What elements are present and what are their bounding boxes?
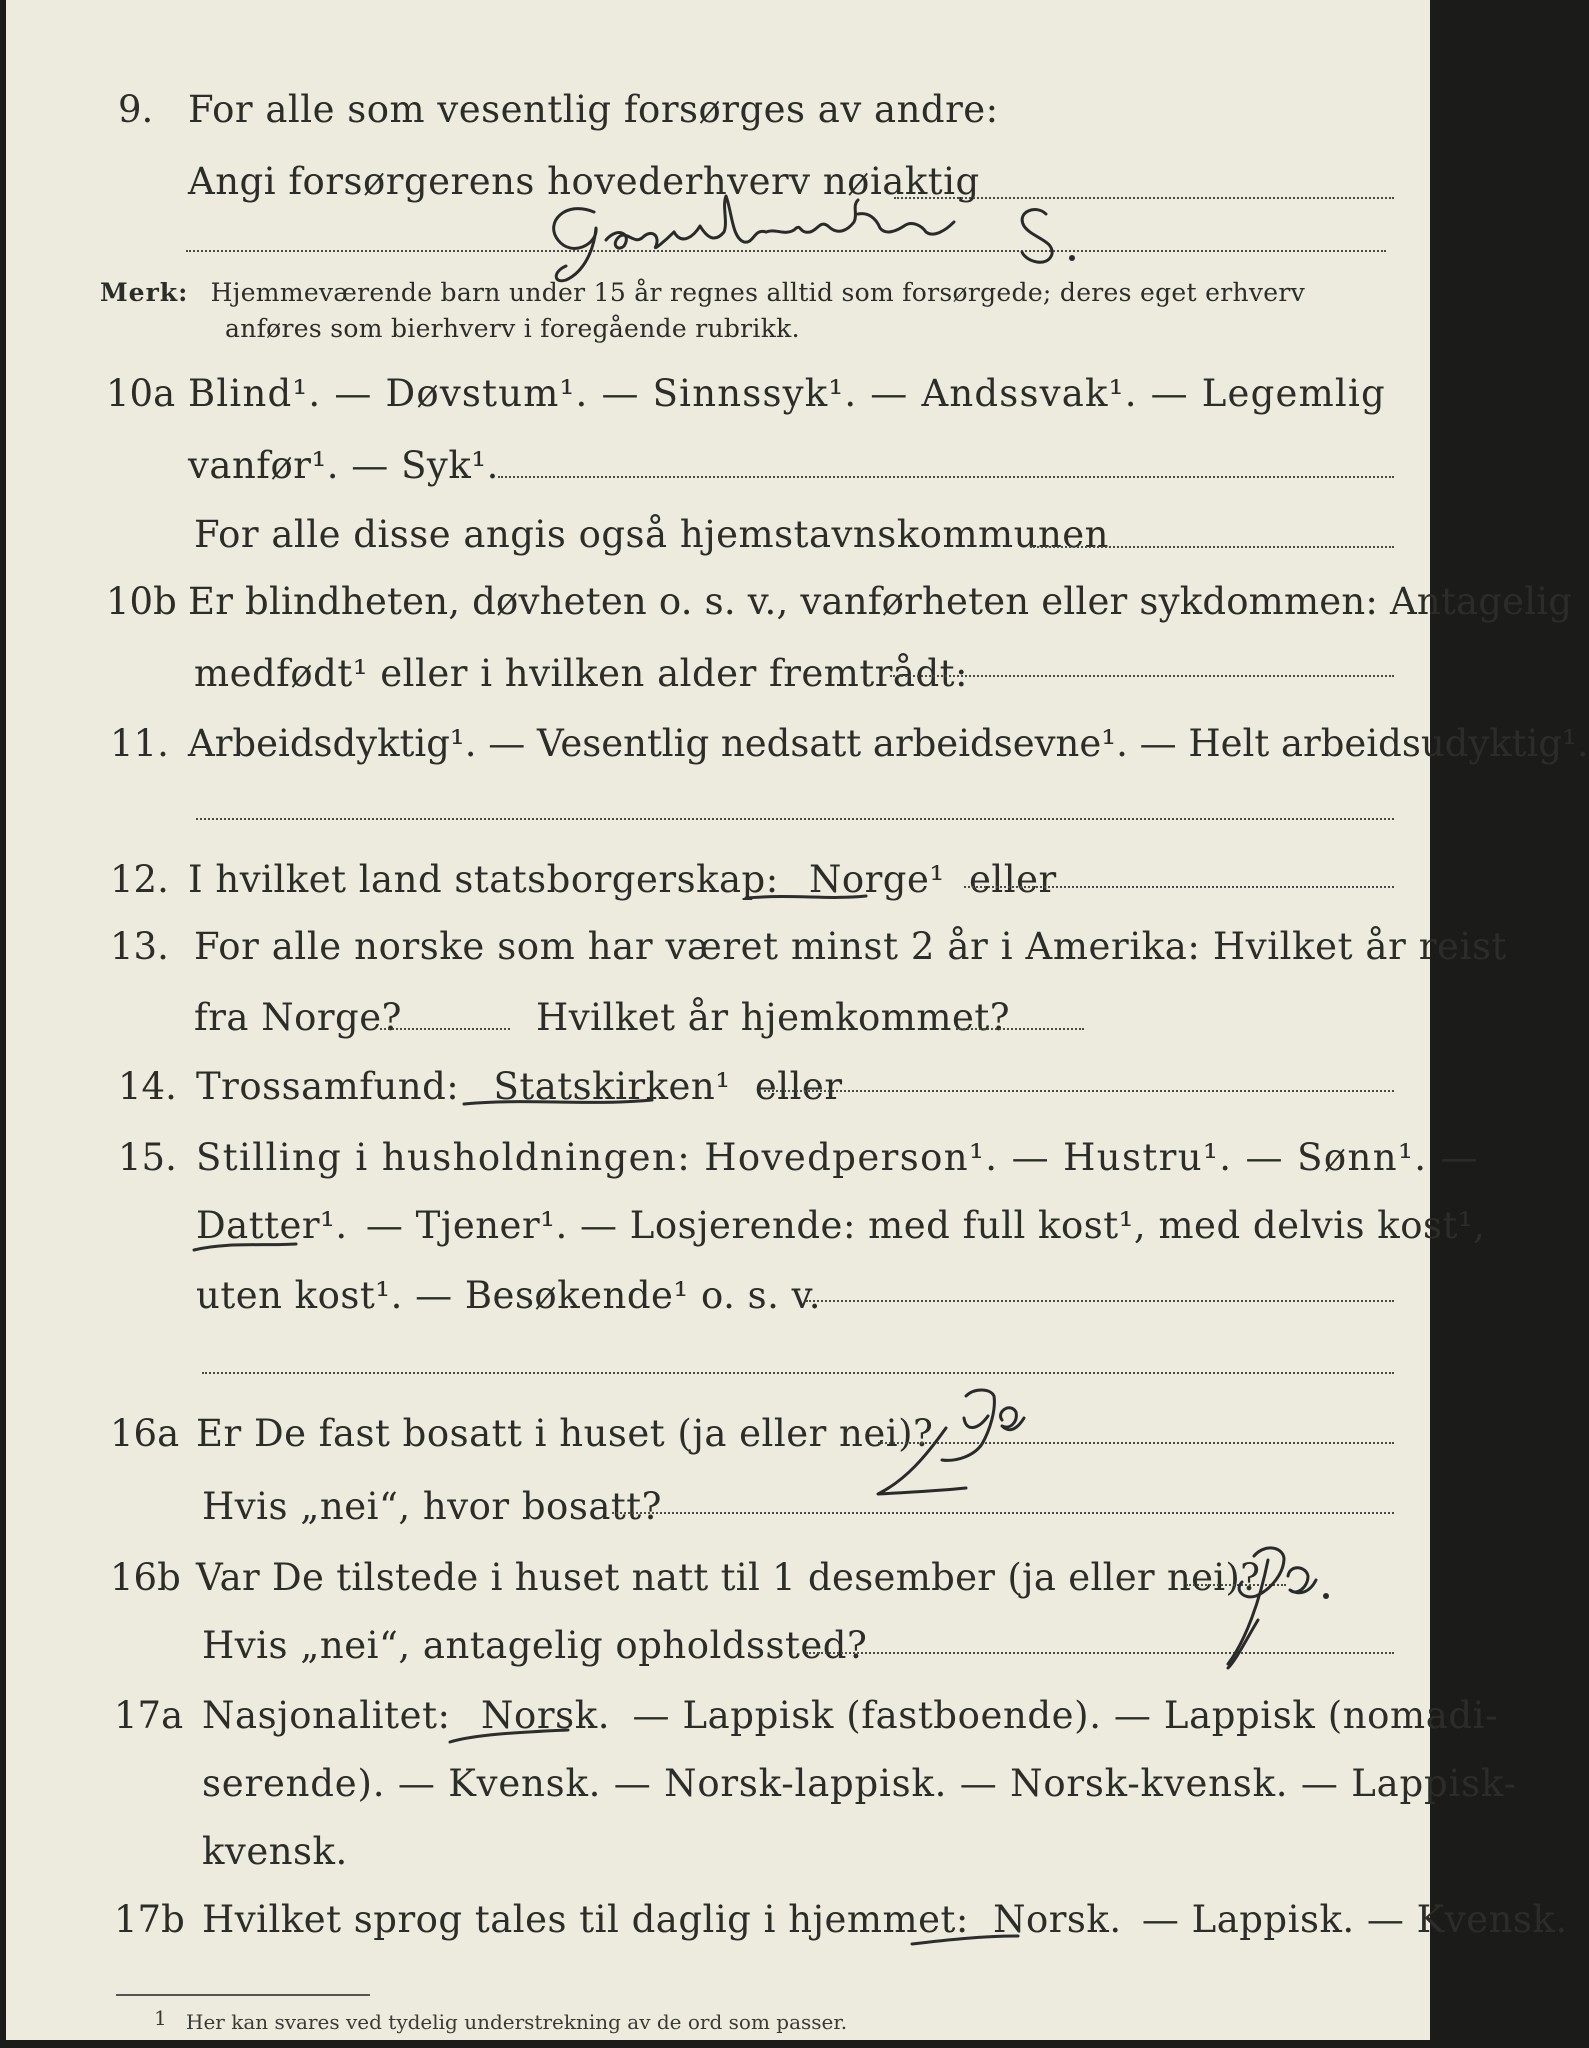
q17a-number: 17a [114, 1694, 184, 1737]
q10b-line2: medfødt¹ eller i hvilken alder fremtrådt: [194, 652, 969, 695]
q9-handwritten-answer [554, 196, 1075, 281]
q11-number: 11. [110, 722, 169, 765]
q14-statskirken-underline [464, 1100, 652, 1104]
q16b-handwritten-answer [1228, 1548, 1329, 1668]
q16a-line1: Er De fast bosatt i huset (ja eller nei)? [196, 1412, 934, 1455]
q15-datter-underline [194, 1244, 296, 1250]
q16a-number: 16a [110, 1412, 180, 1455]
merk-label: Merk: [100, 278, 189, 307]
q12-prefix: I hvilket land statsborgerskap: [188, 858, 779, 901]
q15-line2-rest: — Tjener¹. — Losjerende: med full kost¹, med delvis kost¹, [365, 1204, 1486, 1247]
q14-number: 14. [118, 1065, 177, 1108]
q16a-line2: Hvis „nei“, hvor bosatt? [202, 1485, 662, 1528]
q15-option-datter: Datter¹. [196, 1204, 348, 1247]
merk-text-line1: Hjemmeværende barn under 15 år regnes alltid som forsørgede; deres eget erhverv [210, 278, 1306, 307]
q17a-norsk-underline [450, 1730, 568, 1742]
q12-suffix: eller [969, 858, 1057, 901]
q10a-number: 10a [106, 372, 176, 415]
q9-number: 9. [118, 88, 154, 131]
q12-option-norge: Norge¹ [808, 858, 945, 901]
q9-line1: For alle som vesentlig forsørges av andre: [188, 88, 999, 131]
q17b-option-norsk: Norsk. [993, 1898, 1122, 1941]
census-form-page [6, 0, 1589, 2040]
q17a-line2: serende). — Kvensk. — Norsk-lappisk. — Norsk-kvensk. — Lappisk- [202, 1762, 1517, 1805]
footnote-text: Her kan svares ved tydelig understrekning av de ord som passer. [186, 2010, 848, 2034]
q13-number: 13. [110, 925, 169, 968]
q9-line2: Angi forsørgerens hovederhverv nøiaktig [188, 160, 980, 203]
q10b-number: 10b [106, 580, 177, 623]
q10a-line2: vanfør¹. — Syk¹. [188, 444, 499, 487]
q15-line1: Stilling i husholdningen: Hovedperson¹. — Hustru¹. — Sønn¹. — [196, 1136, 1479, 1179]
q16a-handwritten-answer [878, 1390, 1024, 1494]
footnote-mark: 1 [154, 2006, 167, 2030]
q14-option-statskirken: Statskirken¹ [493, 1065, 731, 1108]
q17b-number: 17b [114, 1898, 185, 1941]
q15-line3: uten kost¹. — Besøkende¹ o. s. v. [196, 1274, 821, 1317]
q17a-line3: kvensk. [202, 1830, 348, 1873]
q13-line2a: fra Norge? [194, 996, 402, 1039]
q10b-line1: Er blindheten, døvheten o. s. v., vanførheten eller sykdommen: Antagelig [188, 580, 1573, 623]
q17b-suffix: — Lappisk. — Kvensk. [1141, 1898, 1568, 1941]
q13-line1: For alle norske som har været minst 2 år i Amerika: Hvilket år reist [194, 925, 1508, 968]
q11-line1: Arbeidsdyktig¹. — Vesentlig nedsatt arbeidsevne¹. — Helt arbeidsudyktig¹. [188, 722, 1589, 765]
handwritten-marks [6, 0, 1430, 2040]
q17a-line1-rest: — Lappisk (fastboende). — Lappisk (nomadi- [632, 1694, 1499, 1737]
q14-suffix: eller [754, 1065, 843, 1108]
q16b-line1: Var De tilstede i huset natt til 1 desember (ja eller nei)? [196, 1556, 1261, 1599]
q10a-line1: Blind¹. — Døvstum¹. — Sinnssyk¹. — Andssvak¹. — Legemlig [188, 372, 1386, 415]
q14-prefix: Trossamfund: [196, 1065, 460, 1108]
q10a-line3: For alle disse angis også hjemstavnskommunen [194, 513, 1110, 556]
q12-number: 12. [110, 858, 169, 901]
q17a-option-norsk: Norsk. [481, 1694, 611, 1737]
q17b-prefix: Hvilket sprog tales til daglig i hjemmet: [202, 1898, 969, 1941]
q13-line2b: Hvilket år hjemkommet? [536, 996, 1011, 1039]
q12-norge-underline [746, 896, 866, 898]
q17b-norsk-underline [912, 1936, 1018, 1944]
q15-number: 15. [118, 1136, 177, 1179]
q16b-number: 16b [110, 1556, 181, 1599]
q17a-label: Nasjonalitet: [202, 1694, 451, 1737]
q16b-line2: Hvis „nei“, antagelig opholdssted? [202, 1624, 868, 1667]
merk-text-line2: anføres som bierhverv i foregående rubrikk. [225, 314, 800, 343]
